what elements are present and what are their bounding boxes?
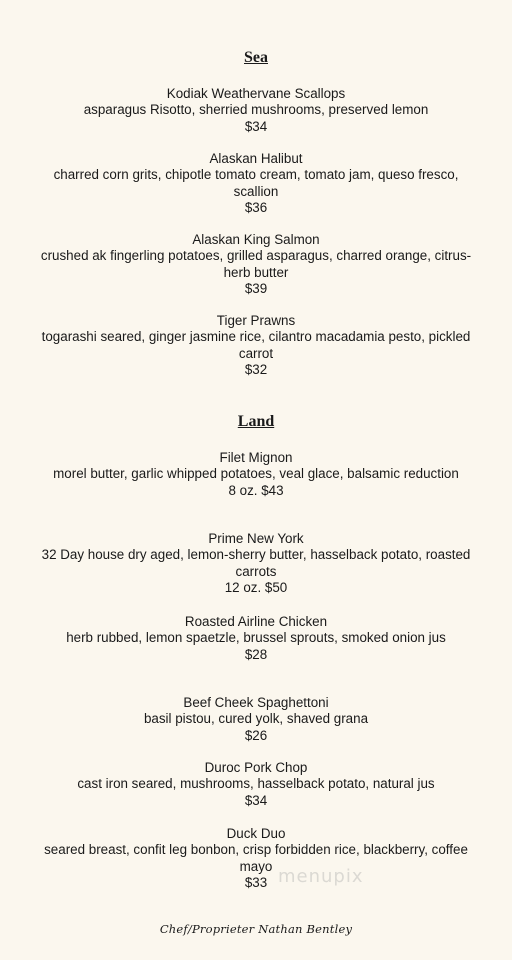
item-name: Filet Mignon (219, 450, 293, 465)
item-price: $36 (244, 199, 268, 215)
item-price: $32 (244, 361, 268, 377)
item-price: $39 (244, 280, 268, 296)
menu-item (40, 450, 472, 499)
item-description: morel butter, garlic whipped potatoes, veal glace, balsamic reduction (53, 466, 459, 482)
item-description: togarashi seared, ginger jasmine rice, cilantro macadamia pesto, pickled carrot (41, 329, 471, 361)
item-name: Prime New York (208, 531, 304, 546)
item-description: herb rubbed, lemon spaetzle, brussel sprouts, smoked onion jus (66, 630, 446, 646)
item-description: cast iron seared, mushrooms, hasselback potato, natural jus (77, 776, 435, 792)
menu-item (40, 695, 472, 744)
menu-item (40, 614, 472, 663)
item-description: asparagus Risotto, sherried mushrooms, preserved lemon (83, 102, 429, 118)
item-name: Kodiak Weathervane Scallops (166, 86, 346, 101)
menu-item (40, 313, 472, 378)
item-price: $33 (244, 874, 268, 890)
item-price: $28 (244, 646, 268, 662)
item-name: Duroc Pork Chop (204, 760, 308, 775)
chef-signature: Chef/Proprieter Nathan Bentley (159, 922, 353, 936)
item-price: $26 (244, 727, 268, 743)
item-price: 12 oz. $50 (224, 579, 288, 595)
item-name: Duck Duo (226, 826, 286, 841)
item-name: Alaskan King Salmon (192, 232, 320, 247)
watermark: menupix (278, 866, 364, 887)
item-description: 32 Day house dry aged, lemon-sherry butter, hasselback potato, roasted carrots (41, 547, 471, 579)
item-price: 8 oz. $43 (228, 482, 284, 498)
menu-item (40, 826, 472, 891)
item-price: $34 (244, 792, 268, 808)
item-name: Alaskan Halibut (209, 151, 303, 166)
item-description: basil pistou, cured yolk, shaved grana (143, 711, 369, 727)
section-title-sea: Sea (244, 49, 268, 66)
menu-item (40, 151, 472, 216)
menu-item (40, 760, 472, 809)
menu-item (40, 232, 472, 297)
item-description: seared breast, confit leg bonbon, crisp forbidden rice, blackberry, coffee mayo (44, 842, 468, 874)
item-price: $34 (244, 118, 268, 134)
item-description: charred corn grits, chipotle tomato cream, tomato jam, queso fresco, scallion (53, 167, 459, 199)
item-name: Roasted Airline Chicken (184, 614, 328, 629)
item-description: crushed ak fingerling potatoes, grilled asparagus, charred orange, citrus-herb butter (40, 248, 472, 280)
menu-item (40, 531, 472, 596)
menu-item (40, 86, 472, 135)
section-title-land: Land (237, 413, 275, 430)
item-name: Tiger Prawns (216, 313, 296, 328)
item-name: Beef Cheek Spaghettoni (183, 695, 329, 710)
